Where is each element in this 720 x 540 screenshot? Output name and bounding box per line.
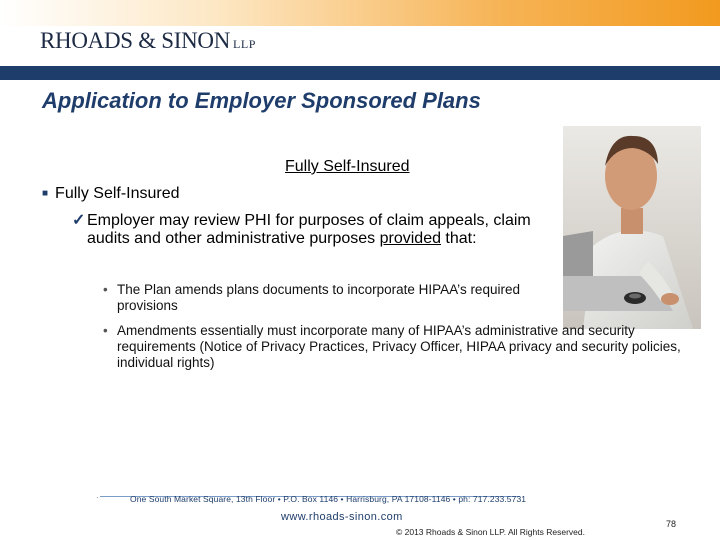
footer-mark: ·: [96, 493, 99, 502]
footer-website: www.rhoads-sinon.com: [281, 511, 403, 523]
sub-bullet: [103, 282, 553, 314]
man-at-laptop-photo: [563, 126, 701, 329]
checkmark-icon: ✓: [72, 212, 86, 229]
photo-illustration: [563, 126, 701, 329]
main-bullet: [42, 185, 180, 203]
dot-bullet-icon: •: [103, 323, 108, 338]
footer-address: One South Market Square, 13th Floor • P.O. Box 1146 • Harrisburg, PA 17108-1146 • ph: 717.233.5731: [130, 494, 527, 504]
square-bullet-icon: ■: [42, 188, 49, 199]
logo-suffix: LLP: [233, 37, 256, 51]
check-text-before: Employer may review PHI for purposes of claim appeals, claim audits and other administrative purposes: [87, 212, 531, 247]
firm-logo: [40, 28, 256, 54]
orange-gradient-bar: [0, 0, 720, 26]
dot-bullet-icon: •: [103, 282, 108, 297]
check-bullet-text: [72, 212, 552, 248]
sub-bullet-text: Amendments essentially must incorporate many of HIPAA’s administrative and security requirements (Notice of Privacy Practices, Privacy Officer, HIPAA privacy and security policies, individual rights): [117, 323, 681, 370]
logo-name: RHOADS & SINON: [40, 28, 231, 53]
footer-copyright: © 2013 Rhoads & Sinon LLP. All Rights Reserved.: [396, 527, 585, 537]
check-text-underlined: provided: [379, 230, 441, 247]
check-bullet: [72, 212, 552, 248]
page-number: 78: [666, 519, 677, 529]
slide-subheading: Fully Self-Insured: [285, 158, 410, 175]
sub-bullet: [103, 323, 683, 371]
main-bullet-text: Fully Self-Insured: [55, 185, 180, 202]
check-text-after: that:: [440, 230, 477, 247]
navy-divider-bar: [0, 66, 720, 80]
slide-title: Application to Employer Sponsored Plans: [42, 88, 481, 113]
sub-bullet-text: The Plan amends plans documents to incorporate HIPAA’s required provisions: [117, 282, 520, 313]
